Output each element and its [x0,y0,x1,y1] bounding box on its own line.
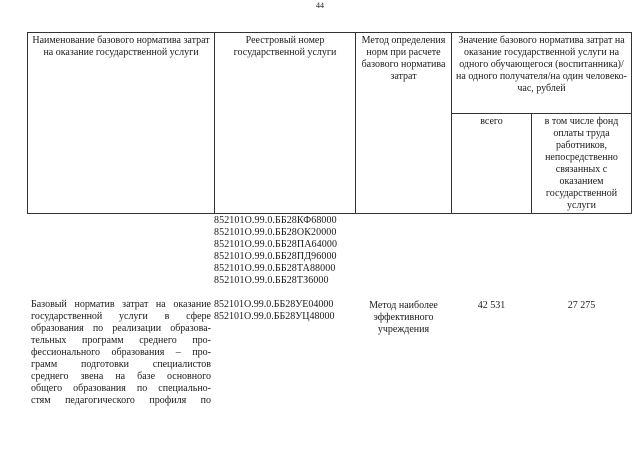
registry-code: 852101О.99.0.ББ28ПА64000 [214,239,338,250]
service-total-value: 42 531 [477,300,506,311]
service-name-line: образования по реализации образова- [31,323,211,334]
header-total-cell [451,113,532,214]
registry-code: 852101О.99.0.ББ28УЕ04000 [214,299,334,310]
header-name-cell [27,32,215,214]
registry-code: 852101О.99.0.ББ28УЦ48000 [214,311,335,322]
header-method-cell [355,32,452,214]
service-name-line: среднего звена на базе основного [31,371,211,382]
header-method-text: Метод определения норм при расчете базового норматива затрат [361,35,446,82]
registry-code: 852101О.99.0.ББ28КФ68000 [214,215,337,226]
previous-registry-codes [214,215,356,287]
header-name-text: Наименование базового норматива затрат на оказание государственной услуги [32,35,210,58]
header-total-text: всего [480,116,503,127]
service-name-line: Базовый норматив затрат на оказание [31,299,211,310]
service-name-line: грамм подготовки специалистов [31,359,211,370]
registry-code: 852101О.99.0.ББ28ТЗ6000 [214,275,329,286]
registry-code: 852101О.99.0.ББ28ОК20000 [214,227,337,238]
service-name-line: тельных программ среднего про- [31,335,211,346]
service-registry-codes [214,299,356,323]
header-fund-cell [531,113,632,214]
page-number: 44 [316,1,324,10]
service-fund-value: 27 275 [567,300,596,311]
service-name-line: стям педагогического профиля по [31,395,211,406]
service-name-line: фессионального образования – про- [31,347,211,358]
header-value-text: Значение базового норматива затрат на оказание государственной услуги на одного обучающегося (воспитанника)/на одного получателя/на один человеко-час, рублей [456,35,627,94]
registry-code: 852101О.99.0.ББ28ПД96000 [214,251,337,262]
header-registry-cell [214,32,356,214]
service-name [31,299,211,407]
header-fund-text: в том числе фонд оплаты труда работников, непосредственно связанных с оказанием государственной услуги [544,116,619,211]
service-name-line: государственной услуги в сфере [31,311,211,322]
service-method: Метод наиболее эффективного учреждения [369,300,438,335]
header-value-cell [451,32,632,114]
registry-code: 852101О.99.0.ББ28ТА88000 [214,263,336,274]
header-registry-text: Реестровый номер государственной услуги [233,35,337,58]
service-name-line: общего образования по специально- [31,383,211,394]
